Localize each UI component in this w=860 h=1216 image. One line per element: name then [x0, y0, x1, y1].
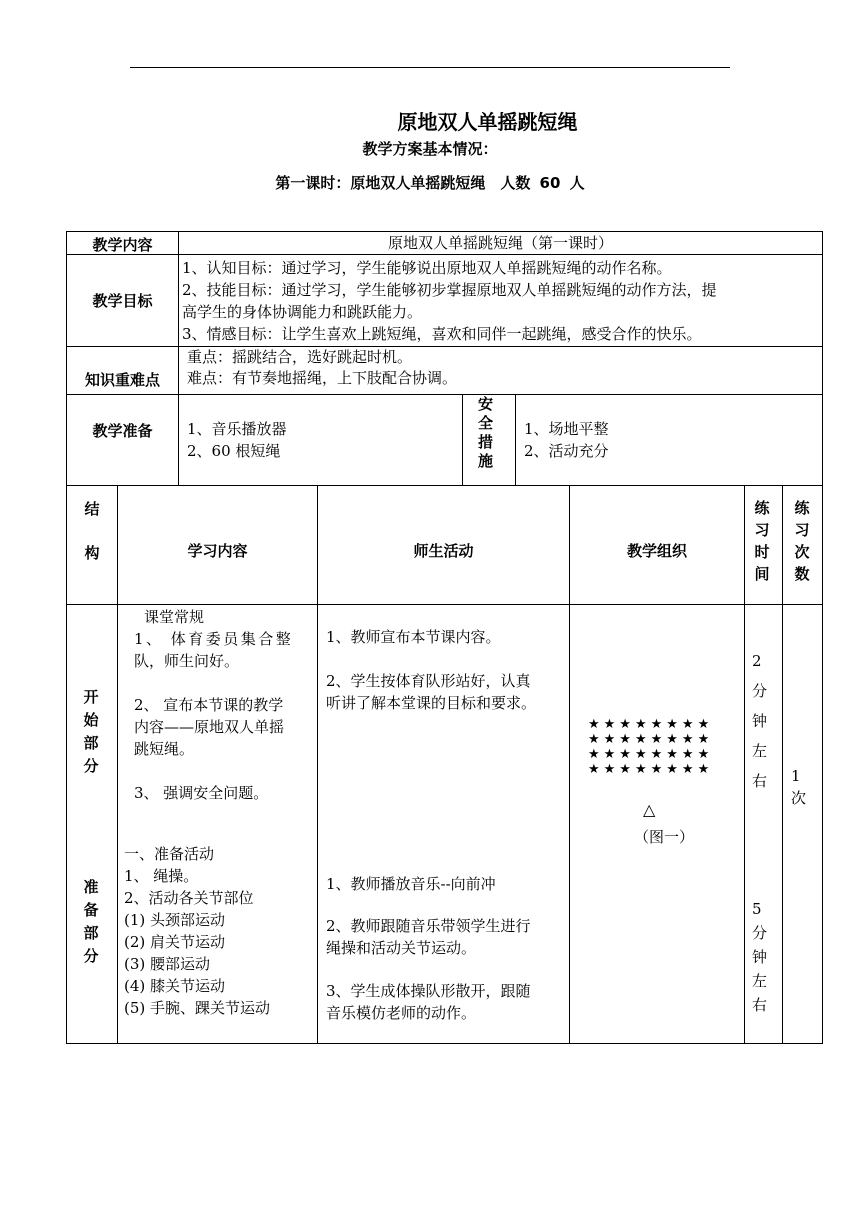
prep-content-7: (5) 手腕、踝关节运动	[124, 999, 271, 1017]
prep-item-2: 2、60 根短绳	[187, 442, 281, 460]
safety-item-2: 2、活动充分	[524, 442, 609, 460]
doc-title: 原地双人单摇跳短绳	[397, 110, 578, 134]
goals-label: 教学目标	[92, 292, 153, 310]
prep-content-5: (3) 腰部运动	[124, 955, 211, 973]
key-point: 重点：摇跳结合，选好跳起时机。	[187, 348, 413, 366]
prep-activity-3a: 3、学生成体操队形散开，跟随	[326, 982, 531, 1000]
header-activity: 师生活动	[413, 542, 474, 560]
goal-1: 1、认知目标：通过学习，学生能够说出原地双人单摇跳短绳的动作名称。	[182, 259, 672, 277]
start-count: 1次	[791, 767, 807, 807]
prep-content-2: 2、活动各关节部位	[124, 889, 254, 907]
teacher-triangle-icon: △	[643, 800, 656, 819]
prep-item-1: 1、音乐播放器	[187, 420, 287, 438]
figure-caption: （图一）	[634, 828, 695, 846]
header-content: 学习内容	[187, 542, 248, 560]
content-value: 原地双人单摇跳短绳（第一课时）	[387, 234, 613, 252]
section-prep-name: 准备部分	[83, 878, 99, 965]
start-content-2b: 内容——原地双人单摇	[134, 718, 285, 736]
doc-subtitle: 教学方案基本情况：	[362, 140, 498, 158]
start-content-0: 课堂常规	[144, 608, 205, 626]
start-activity-2b: 听讲了解本堂课的目标和要求。	[326, 694, 537, 712]
goal-3: 3、情感目标：让学生喜欢上跳短绳，喜欢和同伴一起跳绳，感受合作的快乐。	[182, 325, 702, 343]
goal-2a: 2、技能目标：通过学习，学生能够初步掌握原地双人单摇跳短绳的动作方法，提	[182, 281, 717, 299]
safety-label: 安全措施	[476, 396, 494, 472]
formation-row-4: ★★★★★★★★	[588, 762, 714, 777]
difficult-point: 难点：有节奏地摇绳，上下肢配合协调。	[187, 369, 458, 387]
goal-2b: 高学生的身体协调能力和跳跃能力。	[182, 303, 423, 321]
prep-content-6: (4) 膝关节运动	[124, 977, 226, 995]
prep-content-0: 一、准备活动	[124, 845, 215, 863]
prep-activity-1: 1、教师播放音乐--向前冲	[326, 875, 496, 893]
start-activity-1: 1、教师宣布本节课内容。	[326, 628, 501, 646]
header-structure: 结构	[84, 500, 100, 562]
section-start-name: 开始部分	[83, 688, 99, 775]
header-organization: 教学组织	[626, 542, 687, 560]
prep-content-3: (1) 头颈部运动	[124, 911, 226, 929]
prep-content-4: (2) 肩关节运动	[124, 933, 226, 951]
start-content-2c: 跳短绳。	[134, 740, 195, 758]
formation-row-3: ★★★★★★★★	[588, 747, 714, 762]
prep-activity-2a: 2、教师跟随音乐带领学生进行	[326, 917, 531, 935]
prep-content-1: 1、 绳操。	[124, 867, 199, 885]
prep-time: 5分钟左右	[752, 900, 768, 1014]
key-label: 知识重难点	[84, 371, 160, 389]
start-time: 2分钟左右	[752, 652, 768, 790]
header-rule	[130, 67, 730, 68]
prep-activity-2b: 绳操和活动关节运动。	[326, 939, 477, 957]
formation-row-1: ★★★★★★★★	[588, 717, 714, 732]
start-activity-2a: 2、学生按体育队形站好，认真	[326, 672, 531, 690]
content-label: 教学内容	[92, 236, 153, 254]
prep-activity-3b: 音乐模仿老师的动作。	[326, 1004, 477, 1022]
header-count: 练习次数	[794, 499, 810, 583]
safety-item-1: 1、场地平整	[524, 420, 609, 438]
start-content-1a: 1、 体育委员集合整	[134, 630, 294, 648]
start-content-3: 3、 强调安全问题。	[134, 784, 269, 802]
header-time: 练习时间	[754, 499, 770, 583]
start-content-2a: 2、 宣布本节课的教学	[134, 696, 284, 714]
formation-row-2: ★★★★★★★★	[588, 732, 714, 747]
start-content-1b: 队，师生问好。	[134, 652, 240, 670]
lesson-line: 第一课时：原地双人单摇跳短绳 人数 60 人	[275, 174, 585, 192]
prep-label: 教学准备	[92, 422, 153, 440]
